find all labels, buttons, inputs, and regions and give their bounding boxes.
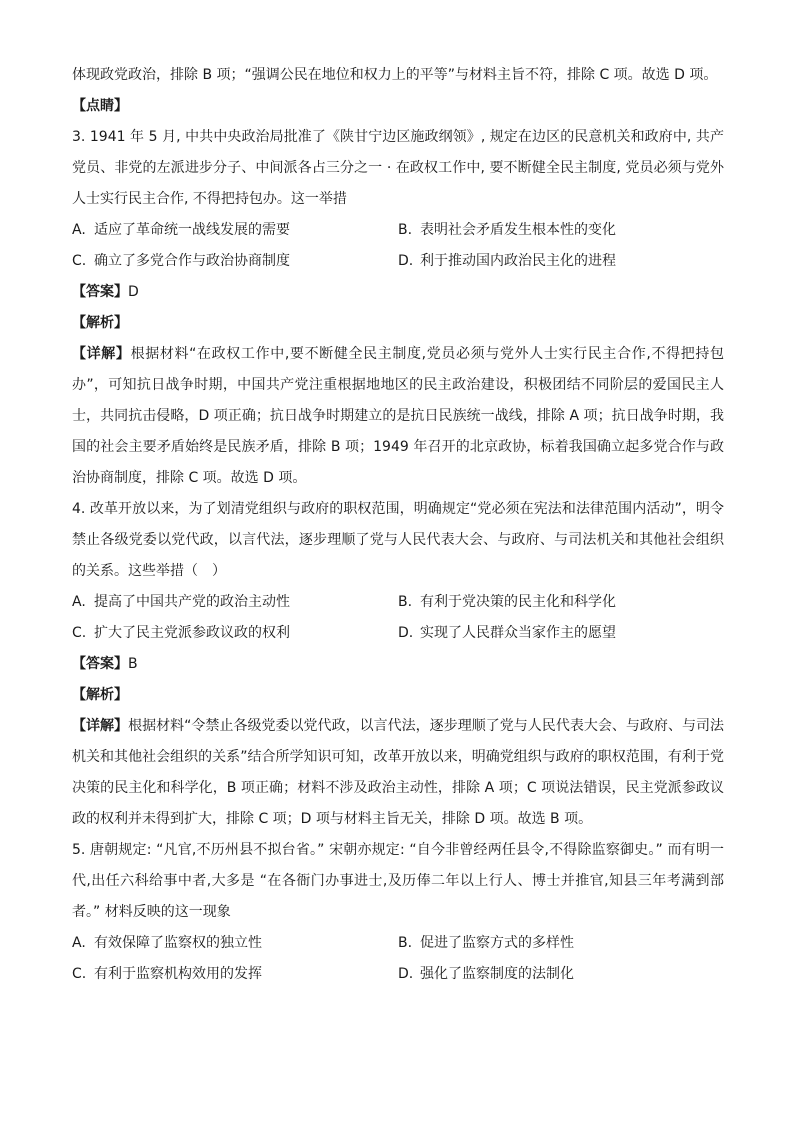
options <box>72 215 724 277</box>
option-d: D. 强化了监察制度的法制化 <box>398 966 574 982</box>
analysis-tag: 【解析】 <box>72 315 128 331</box>
options <box>72 928 724 990</box>
answer-line: 【答案】B <box>72 656 138 672</box>
question-4 <box>72 494 724 835</box>
document-page <box>72 60 724 990</box>
answer-value: B <box>128 656 138 672</box>
option-a: A. 适应了革命统一战线发展的需要 <box>72 222 290 238</box>
analysis-tag: 【解析】 <box>72 687 128 703</box>
option-b: B. 促进了监察方式的多样性 <box>398 935 574 951</box>
option-d: D. 实现了人民群众当家作主的愿望 <box>398 625 616 641</box>
question-stem: 5. 唐朝规定: “凡官,不历州县不拟台省。” 宋朝亦规定: “自今非曾经两任县令,不得除监察御史。” 而有明一代,出任六科给事中者,大多是 “在各衙门办事进士,及历俸二年以上行人、博士并推官,知县三年考满到部者。” 材料反映的这一现象 <box>72 842 724 920</box>
answer-line: 【答案】D <box>72 284 139 300</box>
option-c: C. 扩大了民主党派参政议政的权利 <box>72 625 290 641</box>
option-c: C. 有利于监察机构效用的发挥 <box>72 966 262 982</box>
option-d: D. 利于推动国内政治民主化的进程 <box>398 253 616 269</box>
detail-paragraph: 【详解】根据材料“在政权工作中,要不断健全民主制度,党员必须与党外人士实行民主合作,不得把持包办”，可知抗日战争时期，中国共产党注重根据地地区的民主政治建设，积极团结不同阶层的爱国民主人士，共同抗击侵略，D 项正确；抗日战争时期建立的是抗日民族统一战线，排除 A 项；抗日战争时期，我国的社会主要矛盾始终是民族矛盾，排除 B 项；1949 年召开的北京政协，标着我国确立起多党合作与政治协商制度，排除 C 项。故选 D 项。 <box>72 346 724 486</box>
question-stem: 4. 改革开放以来，为了划清党组织与政府的职权范围，明确规定“党必须在宪法和法律范围内活动”，明令禁止各级党委以党代政，以言代法，逐步理顺了党与人民代表大会、与政府、与司法机关和其他社会组织的关系。这些举措（ ） <box>72 501 724 579</box>
question-5 <box>72 835 724 990</box>
option-b: B. 表明社会矛盾发生根本性的变化 <box>398 222 616 238</box>
option-c: C. 确立了多党合作与政治协商制度 <box>72 253 290 269</box>
key-point-tag: 【点睛】 <box>72 98 128 114</box>
question-stem: 3. 1941 年 5 月, 中共中央政治局批准了《陕甘宁边区施政纲领》, 规定在边区的民意机关和政府中, 共产党员、非党的左派进步分子、中间派各占三分之一 · 在政权工作中, 要不断健全民主制度, 党员必须与党外人士实行民主合作, 不得把持包办。这一举措 <box>72 129 724 207</box>
option-b: B. 有利于党决策的民主化和科学化 <box>398 594 616 610</box>
option-a: A. 有效保障了监察权的独立性 <box>72 935 262 951</box>
detail-paragraph: 【详解】根据材料“令禁止各级党委以党代政，以言代法，逐步理顺了党与人民代表大会、与政府、与司法机关和其他社会组织的关系”结合所学知识可知，改革开放以来，明确党组织与政府的职权范围，有利于党决策的民主化和科学化，B 项正确；材料不涉及政治主动性，排除 A 项；C 项说法错误，民主党派参政议政的权利并未得到扩大，排除 C 项；D 项与材料主旨无关，排除 D 项。故选 B 项。 <box>72 718 724 827</box>
options <box>72 587 724 649</box>
intro-line: 体现政党政治，排除 B 项；“强调公民在地位和权力上的平等”与材料主旨不符，排除 C 项。故选 D 项。 <box>72 67 718 83</box>
question-3 <box>72 122 724 494</box>
answer-value: D <box>128 284 139 300</box>
option-a: A. 提高了中国共产党的政治主动性 <box>72 594 290 610</box>
